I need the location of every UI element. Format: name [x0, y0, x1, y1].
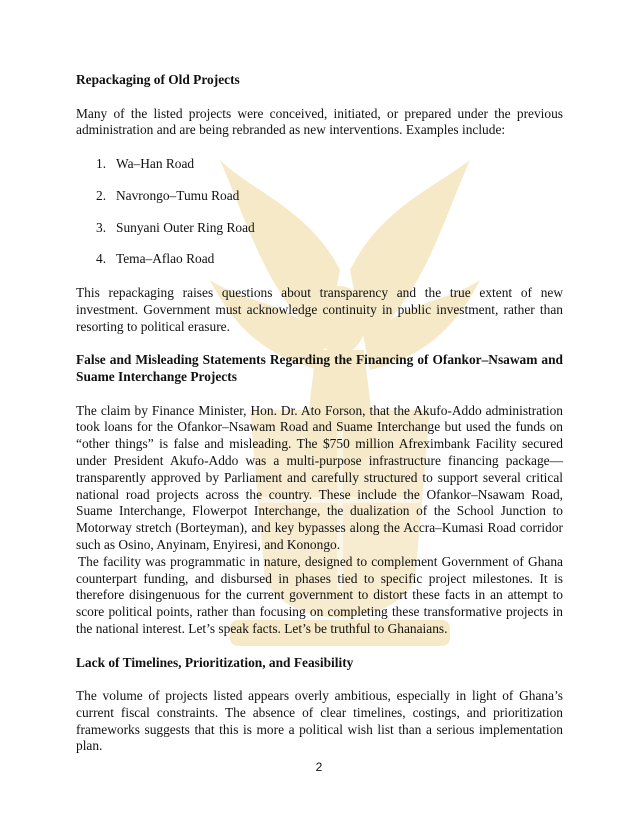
page-number: 2: [315, 760, 323, 774]
list-item: 1. Wa–Han Road: [96, 155, 195, 171]
section-heading-financing: False and Misleading Statements Regarding the Financing of Ofankor–Nsawam and Suame Interchange Projects: [76, 352, 563, 384]
list-item: 4. Tema–Aflao Road: [96, 251, 215, 267]
paragraph-timelines: The volume of projects listed appears overly ambitious, especially in light of Ghana’s current fiscal constraints. The absence of clear timelines, costings, and prioritization frameworks suggests that this is more a political wish list than a serious implementation plan.: [76, 688, 563, 754]
section-heading-repackaging: Repackaging of Old Projects: [76, 72, 240, 87]
list-item: 3. Sunyani Outer Ring Road: [96, 219, 255, 235]
document-page: [76, 72, 563, 755]
paragraph-repackaging-closing: This repackaging raises questions about transparency and the true extent of new investment. Government must acknowledge continuity in public investment, rather than resorting to political erasure.: [76, 284, 563, 334]
paragraph-financing-claim: The claim by Finance Minister, Hon. Dr. Ato Forson, that the Akufo-Addo administration took loans for the Ofankor–Nsawam Road and Suame Interchange but used the funds on “other things” is false and misleading. The $750 million Afreximbank Facility secured under President Akufo-Addo was a multi-purpose infrastructure financing package—transparently approved by Parliament and carefully structured to support several critical national road projects across the country. These include the Ofankor–Nsawam Road, Suame Interchange, Flowerpot Interchange, the dualization of the School Junction to Motorway stretch (Borteyman), and key bypasses along the Accra–Kumasi Road corridor such as Osino, Anyinam, Enyiresi, and Konongo.: [76, 402, 563, 552]
section-heading-timelines: Lack of Timelines, Prioritization, and Feasibility: [76, 654, 354, 670]
project-list: [76, 156, 563, 268]
paragraph-financing-facility: The facility was programmatic in nature, designed to complement Government of Ghana counterpart funding, and disbursed in phases tied to specific project milestones. It is therefore disingenuous for the current government to distort these facts in an attempt to score political points, rather than focusing on completing these transformative projects in the national interest. Let’s speak facts. Let’s be truthful to Ghanaians.: [76, 553, 563, 636]
list-item: 2. Navrongo–Tumu Road: [96, 187, 240, 203]
paragraph-repackaging-intro: Many of the listed projects were conceived, initiated, or prepared under the previous administration and are being rebranded as new interventions. Examples include:: [76, 105, 563, 138]
